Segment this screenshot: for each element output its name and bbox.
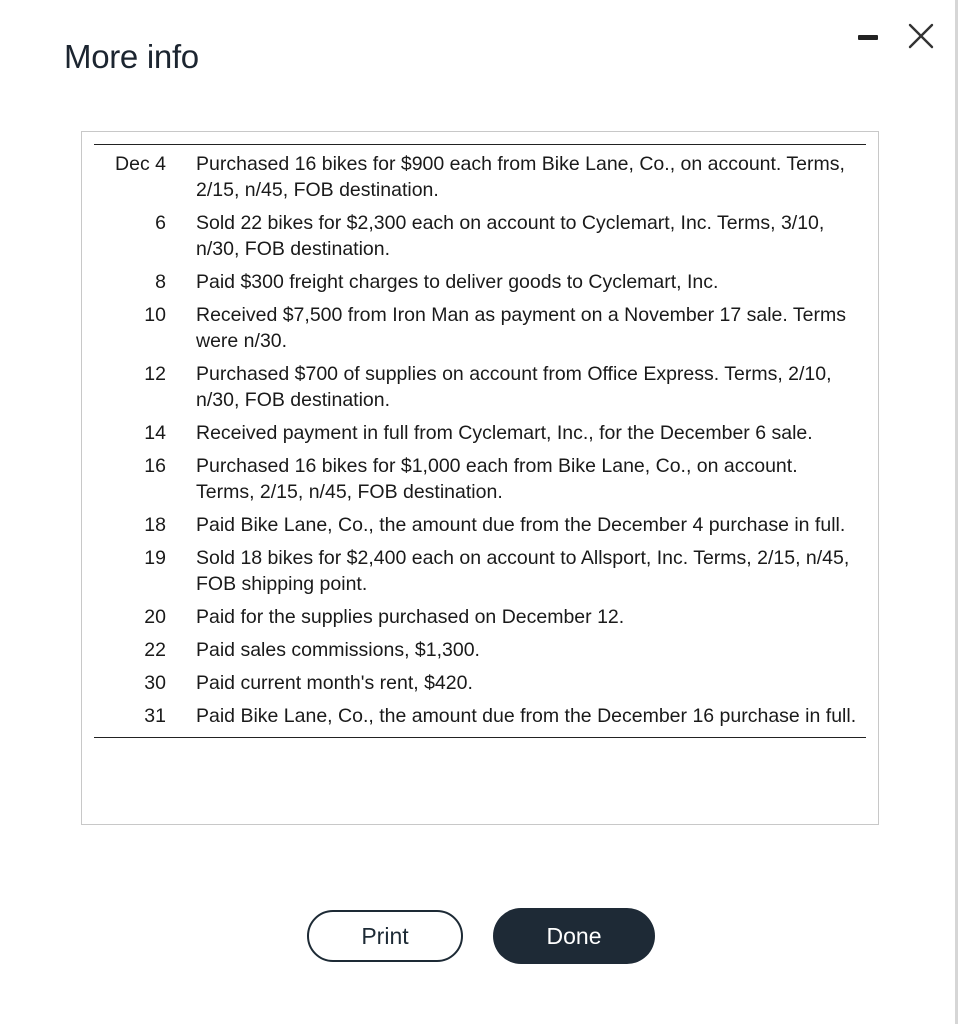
transaction-date: 6 — [155, 212, 166, 234]
transaction-row — [94, 453, 866, 505]
transaction-date: Dec 4 — [115, 153, 166, 175]
print-button[interactable]: Print — [307, 910, 463, 962]
transaction-date: 30 — [144, 672, 166, 694]
transaction-row — [94, 637, 866, 663]
transaction-row — [94, 210, 866, 262]
transaction-description: Purchased 16 bikes for $1,000 each from Bike Lane, Co., on account. Terms, 2/15, n/45, FOB destination. — [196, 455, 798, 503]
transaction-date: 31 — [144, 705, 166, 727]
transaction-row — [94, 512, 866, 538]
transaction-date: 16 — [144, 455, 166, 477]
transaction-date: 10 — [144, 304, 166, 326]
transaction-description: Paid current month's rent, $420. — [196, 672, 473, 694]
transaction-description: Paid for the supplies purchased on December 12. — [196, 606, 625, 628]
transaction-description: Purchased 16 bikes for $900 each from Bike Lane, Co., on account. Terms, 2/15, n/45, FOB destination. — [196, 153, 845, 201]
transaction-row — [94, 302, 866, 354]
transaction-row — [94, 151, 866, 203]
transaction-description: Sold 22 bikes for $2,300 each on account to Cyclemart, Inc. Terms, 3/10, n/30, FOB destination. — [196, 212, 825, 260]
transaction-description: Received payment in full from Cyclemart, Inc., for the December 6 sale. — [196, 422, 813, 444]
transaction-description: Paid $300 freight charges to deliver goods to Cyclemart, Inc. — [196, 271, 719, 293]
transaction-date: 12 — [144, 363, 166, 385]
transaction-row — [94, 604, 866, 630]
transaction-date: 22 — [144, 639, 166, 661]
transaction-row — [94, 670, 866, 696]
transaction-row — [94, 420, 866, 446]
dialog-title: More info — [64, 38, 199, 75]
transaction-date: 20 — [144, 606, 166, 628]
transaction-row — [94, 361, 866, 413]
minimize-button[interactable] — [850, 22, 886, 52]
transaction-description: Sold 18 bikes for $2,400 each on account to Allsport, Inc. Terms, 2/15, n/45, FOB shipping point. — [196, 547, 850, 595]
transaction-description: Paid Bike Lane, Co., the amount due from the December 16 purchase in full. — [196, 705, 857, 727]
transactions-table — [94, 144, 866, 738]
transaction-row — [94, 545, 866, 597]
transaction-date: 18 — [144, 514, 166, 536]
minimize-icon — [858, 35, 878, 40]
transaction-date: 19 — [144, 547, 166, 569]
transaction-description: Paid sales commissions, $1,300. — [196, 639, 480, 661]
transactions-panel — [81, 131, 879, 825]
close-button[interactable] — [903, 18, 939, 54]
close-icon — [903, 18, 939, 54]
transaction-description: Purchased $700 of supplies on account from Office Express. Terms, 2/10, n/30, FOB destination. — [196, 363, 832, 411]
transaction-date: 8 — [155, 271, 166, 293]
transaction-description: Received $7,500 from Iron Man as payment on a November 17 sale. Terms were n/30. — [196, 304, 846, 352]
transaction-description: Paid Bike Lane, Co., the amount due from the December 4 purchase in full. — [196, 514, 846, 536]
transaction-date: 14 — [144, 422, 166, 444]
done-button[interactable]: Done — [493, 908, 655, 964]
transaction-row — [94, 269, 866, 295]
transaction-row — [94, 703, 866, 729]
